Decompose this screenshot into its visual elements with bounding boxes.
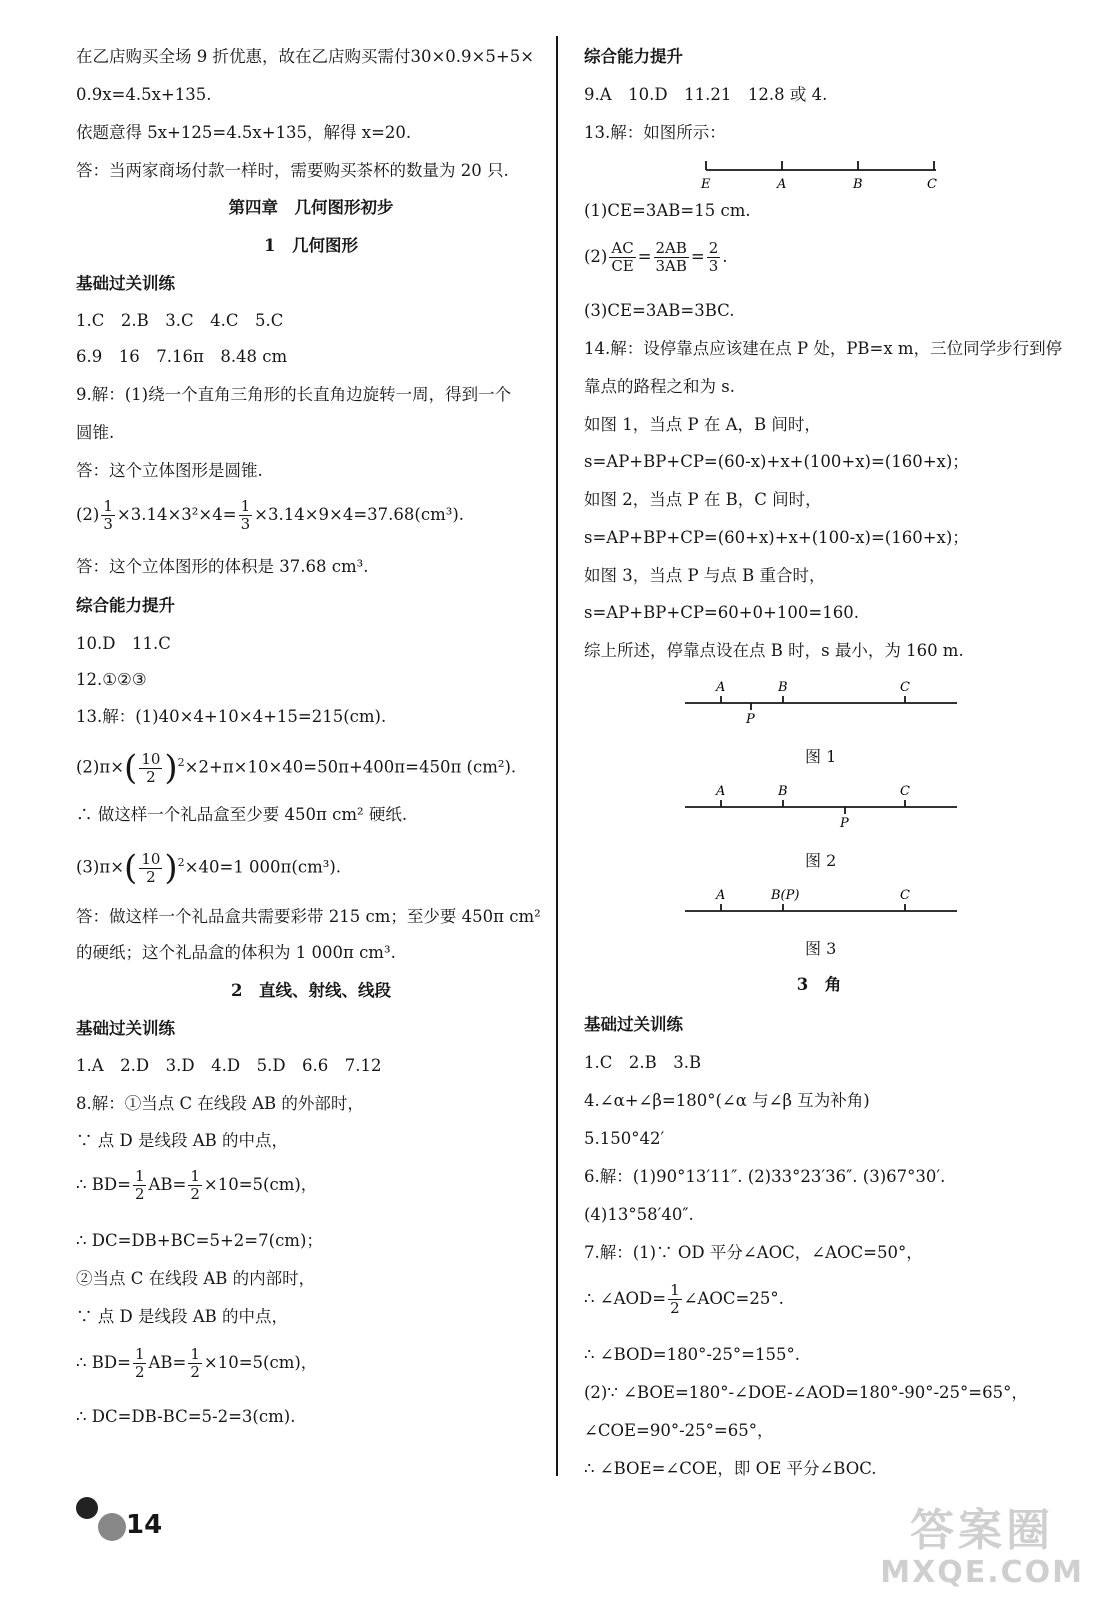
answer-line: 9.A 10.D 11.21 12.8 或 4.	[584, 85, 828, 104]
point-label: B(P)	[771, 888, 800, 903]
numerator: 2AB	[655, 239, 687, 257]
formula-line	[76, 1344, 317, 1382]
watermark-logo-text: 答案圈	[910, 1505, 1055, 1556]
point-label: P	[840, 816, 849, 830]
numerator: 1	[103, 497, 113, 515]
fraction	[609, 240, 635, 275]
denominator: 2	[146, 867, 156, 886]
denominator: 3	[708, 257, 719, 275]
fraction	[668, 1282, 682, 1317]
text-line: 答：做这样一个礼品盒共需要彩带 215 cm；至少要 450π cm²	[76, 907, 541, 926]
formula-part: (3)π×	[76, 857, 125, 877]
text-line: 依题意得 5x+125=4.5x+135，解得 x=20.	[76, 123, 412, 142]
formula-part: (2)	[76, 505, 100, 524]
exponent: 2	[177, 856, 185, 869]
figure-3	[683, 884, 963, 924]
fraction	[654, 240, 689, 275]
exponent: 2	[177, 756, 185, 769]
page-dot-icon	[98, 1513, 126, 1541]
subsection-heading: 基础过关训练	[584, 1015, 683, 1034]
formula-part: AB=	[148, 1353, 187, 1372]
text-line: 8.解：①当点 C 在线段 AB 的外部时，	[76, 1094, 364, 1113]
text-line: (2)∵ ∠BOE=180°-∠DOE-∠AOD=180°-90°-25°=65°，	[584, 1383, 1028, 1402]
fraction	[707, 240, 721, 275]
denominator: 3	[103, 515, 113, 533]
formula-part: ∴ BD=	[76, 1175, 131, 1194]
answer-line: 1.A 2.D 3.D 4.D 5.D 6.6 7.12	[76, 1056, 382, 1075]
text-line: ∠COE=90°-25°=65°，	[584, 1421, 774, 1440]
point-label: A	[716, 784, 726, 799]
denominator: 2	[190, 1363, 200, 1381]
numerator: 1	[670, 1281, 680, 1299]
answer-line: 1.C 2.B 3.C 4.C 5.C	[76, 311, 284, 330]
figure-caption: 图 2	[805, 851, 837, 870]
numerator: 1	[134, 1345, 145, 1363]
paren: (	[124, 848, 138, 888]
formula-line	[76, 1166, 317, 1204]
column-divider	[556, 36, 558, 1476]
page-number: 14	[126, 1510, 163, 1540]
text-line: 如图 2，当点 P 在 B，C 间时，	[584, 490, 822, 509]
point-label: C	[900, 784, 910, 799]
text-line: ∴ DC=DB-BC=5-2=3(cm).	[76, 1407, 296, 1426]
segment-diagram	[698, 156, 948, 194]
figure-caption: 图 3	[805, 939, 837, 958]
text-line: 0.9x=4.5x+135.	[76, 85, 212, 104]
text-line: 4.∠α+∠β=180°(∠α 与∠β 互为补角)	[584, 1091, 870, 1110]
text-line: 7.解：(1)∵ OD 平分∠AOC，∠AOC=50°，	[584, 1243, 923, 1262]
text-line: 答：当两家商场付款一样时，需要购买茶杯的数量为 20 只.	[76, 161, 509, 180]
paren: )	[164, 748, 178, 788]
text-line: ∴ DC=DB+BC=5+2=7(cm)；	[76, 1231, 323, 1250]
fraction	[239, 498, 253, 533]
formula-part: ×3.14×9×4=37.68(cm³).	[254, 505, 465, 524]
text-line: s=AP+BP+CP=(60-x)+x+(100+x)=(160+x)；	[584, 452, 969, 471]
formula-part: ×3.14×3²×4=	[116, 505, 237, 524]
fraction	[133, 1346, 147, 1381]
answer-line: 12.①②③	[76, 670, 147, 689]
watermark	[880, 1506, 1084, 1590]
numerator: 1	[190, 1167, 200, 1185]
point-label: A	[716, 888, 726, 903]
text-line: 的硬纸；这个礼品盒的体积为 1 000π cm³.	[76, 943, 396, 962]
numerator: 1	[134, 1167, 145, 1185]
text-line: ∴ ∠BOE=∠COE，即 OE 平分∠BOC.	[584, 1459, 877, 1478]
denominator: 3	[240, 515, 251, 533]
text-line: (4)13°58′40″.	[584, 1205, 694, 1224]
formula-line	[76, 496, 464, 534]
text-line: ②当点 C 在线段 AB 的内部时，	[76, 1269, 316, 1288]
point-label: A	[777, 177, 787, 192]
text-line: 6.解：(1)90°13′11″. (2)33°23′36″. (3)67°30′.	[584, 1167, 946, 1186]
denominator: 2	[190, 1185, 200, 1203]
fraction	[139, 751, 162, 786]
fraction	[188, 1168, 202, 1203]
text-line: ∵ 点 D 是线段 AB 的中点，	[76, 1131, 288, 1150]
text-line: s=AP+BP+CP=(60+x)+x+(100-x)=(160+x)；	[584, 528, 969, 547]
text-line: ∴ 做这样一个礼品盒至少要 450π cm² 硬纸.	[76, 805, 408, 824]
numerator: AC	[611, 239, 634, 257]
chapter-title: 第四章 几何图形初步	[228, 198, 394, 217]
subsection-heading: 基础过关训练	[76, 274, 175, 293]
formula-part: ∠AOC=25°.	[683, 1289, 784, 1308]
formula-part: (2)	[584, 247, 608, 266]
point-label: C	[900, 888, 910, 903]
text-line: 答：这个立体图形是圆锥.	[76, 461, 263, 480]
denominator: 2	[146, 767, 156, 786]
text-line: ∴ ∠BOD=180°-25°=155°.	[584, 1345, 800, 1364]
fraction	[188, 1346, 202, 1381]
denominator: 2	[134, 1363, 145, 1381]
figure-2	[683, 780, 963, 830]
text-line: 14.解：设停靠点应该建在点 P 处，PB=x m，三位同学步行到停	[584, 339, 1063, 358]
text-line: s=AP+BP+CP=60+0+100=160.	[584, 603, 859, 622]
answer-line: 6.9 16 7.16π 8.48 cm	[76, 347, 288, 366]
formula-part: ×40=1 000π(cm³).	[184, 857, 342, 877]
numerator: 10	[141, 749, 161, 768]
text-line: ∵ 点 D 是线段 AB 的中点，	[76, 1307, 288, 1326]
formula-part: AB=	[148, 1175, 187, 1194]
formula-line	[76, 842, 341, 889]
formula-line	[584, 1280, 784, 1318]
numerator: 1	[190, 1345, 200, 1363]
fraction	[133, 1168, 147, 1203]
text-line: 圆锥.	[76, 423, 115, 442]
fraction	[101, 498, 115, 533]
formula-part: ×2+π×10×40=50π+400π=450π (cm²).	[184, 757, 517, 777]
formula-line: (2) $\frac{AC}{CE}$ = $\frac{2AB}{3AB}$ = $\frac{2}{3}$ .	[584, 239, 728, 275]
numerator: 2	[708, 239, 719, 257]
paren: (	[124, 748, 138, 788]
point-label: E	[701, 177, 711, 192]
formula-part: ×10=5(cm)，	[203, 1175, 318, 1194]
text-line: 靠点的路程之和为 s.	[584, 377, 735, 396]
answer-line: 1.C 2.B 3.B	[584, 1053, 702, 1072]
point-label: B	[778, 784, 788, 799]
numerator: 10	[141, 849, 161, 868]
denominator: 2	[134, 1185, 145, 1203]
point-label: A	[716, 680, 726, 695]
figure-caption: 图 1	[805, 747, 837, 766]
text-line: 5.150°42′	[584, 1129, 665, 1148]
subsection-heading: 基础过关训练	[76, 1019, 175, 1038]
formula-part: ∴ ∠AOD=	[584, 1289, 667, 1308]
text-line: 如图 3，当点 P 与点 B 重合时，	[584, 566, 826, 585]
point-label: C	[927, 177, 937, 192]
point-label: B	[853, 177, 863, 192]
denominator: 3AB	[655, 257, 687, 275]
figure-1	[683, 676, 963, 726]
numerator: 1	[240, 497, 251, 515]
formula-part: ×10=5(cm)，	[203, 1353, 318, 1372]
answer-line: 10.D 11.C	[76, 634, 171, 653]
text-line: (1)CE=3AB=15 cm.	[584, 201, 751, 220]
text-line: 9.解：(1)绕一个直角三角形的长直角边旋转一周，得到一个	[76, 385, 512, 404]
subsection-heading: 综合能力提升	[76, 596, 175, 615]
denominator: 2	[670, 1299, 680, 1317]
text-line: 如图 1，当点 P 在 A，B 间时，	[584, 415, 821, 434]
denominator: CE	[611, 257, 634, 275]
point-label: B	[778, 680, 788, 695]
section-title: 3 角	[796, 975, 842, 994]
text-line: 答：这个立体图形的体积是 37.68 cm³.	[76, 557, 369, 576]
page-dot-icon	[76, 1497, 98, 1519]
point-label: P	[746, 712, 755, 726]
text-line: 在乙店购买全场 9 折优惠，故在乙店购买需付30×0.9×5+5×	[76, 47, 535, 66]
text-line: 综上所述，停靠点设在点 B 时，s 最小，为 160 m.	[584, 641, 964, 660]
point-label: C	[900, 680, 910, 695]
fraction	[139, 851, 162, 886]
text-line: 13.解：(1)40×4+10×4+15=215(cm).	[76, 707, 387, 726]
subsection-heading: 综合能力提升	[584, 47, 683, 66]
formula-line	[76, 742, 516, 789]
section-title: 1 几何图形	[264, 236, 358, 255]
section-title: 2 直线、射线、线段	[231, 981, 391, 1000]
text-line: 13.解：如图所示：	[584, 123, 726, 142]
watermark-url: MXQE.COM	[880, 1555, 1084, 1590]
formula-part: ∴ BD=	[76, 1353, 131, 1372]
paren: )	[164, 848, 178, 888]
text-line: (3)CE=3AB=3BC.	[584, 301, 735, 320]
formula-part: (2)π×	[76, 757, 125, 777]
